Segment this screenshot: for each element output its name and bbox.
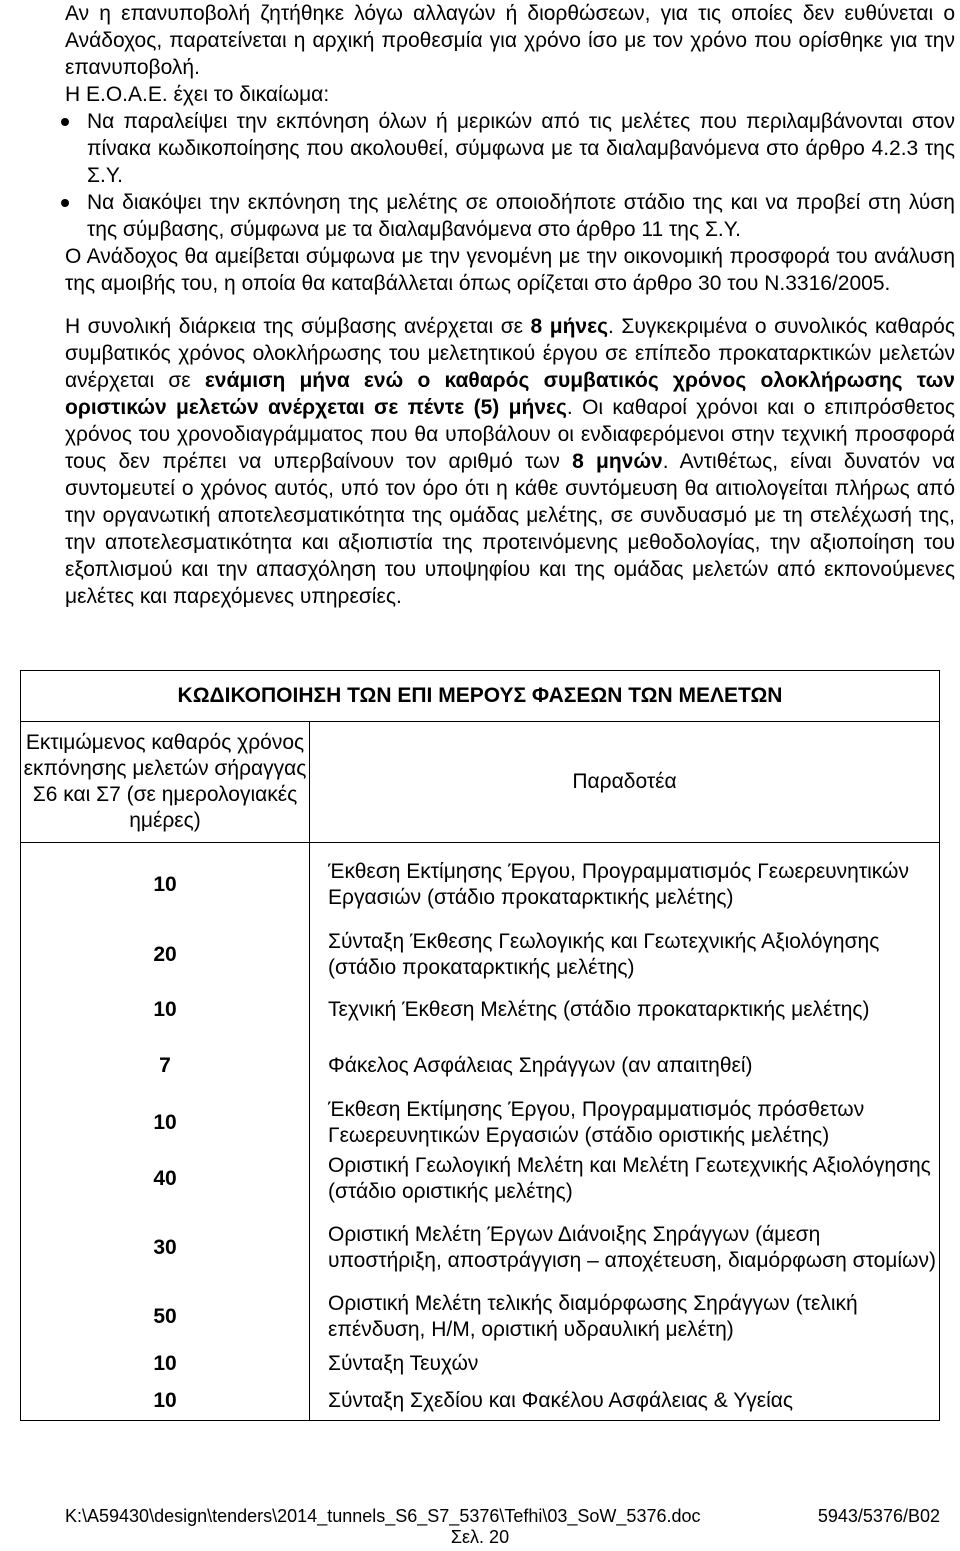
deliverable-cell: Οριστική Μελέτη τελικής διαμόρφωσης Σηράγγων (τελική επένδυση, Η/Μ, οριστική υδραυλική μελέτη)	[310, 1289, 940, 1345]
days-cell: 50	[21, 1289, 310, 1345]
deliverable-cell: Σύνταξη Τευχών	[310, 1345, 940, 1383]
list-item: Να διακόψει την εκπόνηση της μελέτης σε οποιοδήποτε στάδιο της και να προβεί στη λύση της σύμβασης, σύμφωνα με τα διαλαμβανόμενα στο άρθρο 11 της Σ.Υ.	[65, 189, 955, 243]
paragraph-resubmission: Αν η επανυποβολή ζητήθηκε λόγω αλλαγών ή διορθώσεων, για τις οποίες δεν ευθύνεται ο Ανάδοχος, παρατείνεται η αρχική προθεσμία για χρόνο ίσο με τον χρόνο που ορίσθηκε για την επανυποβολή.	[65, 2, 955, 79]
days-cell: 20	[21, 927, 310, 983]
table-row	[21, 1095, 940, 1151]
deliverable-cell: Έκθεση Εκτίμησης Έργου, Προγραμματισμός Γεωερευνητικών Εργασιών (στάδιο προκαταρκτικής μελέτης)	[310, 843, 940, 927]
days-cell: 40	[21, 1151, 310, 1207]
page-number: Σελ. 20	[450, 1527, 510, 1547]
days-cell: 7	[21, 1037, 310, 1095]
deliverable-cell: Έκθεση Εκτίμησης Έργου, Προγραμματισμός πρόσθετων Γεωερευνητικών Εργασιών (στάδιο οριστικής μελέτης)	[310, 1095, 940, 1151]
column-header-days: Εκτιμώμενος καθαρός χρόνος εκπόνησης μελετών σήραγγας Σ6 και Σ7 (σε ημερολογιακές ημέρες)	[21, 722, 310, 843]
table-row	[21, 1151, 940, 1207]
document-body	[65, 0, 955, 610]
paragraph-rights-intro: Η Ε.Ο.Α.Ε. έχει το δικαίωμα:	[65, 83, 330, 106]
table-title: ΚΩΔΙΚΟΠΟΙΗΣΗ ΤΩΝ ΕΠΙ ΜΕΡΟΥΣ ΦΑΣΕΩΝ ΤΩΝ ΜΕΛΕΤΩΝ	[21, 671, 940, 722]
column-header-deliverables: Παραδοτέα	[310, 722, 940, 843]
table-row	[21, 1207, 940, 1289]
deliverable-cell: Τεχνική Έκθεση Μελέτης (στάδιο προκαταρκτικής μελέτης)	[310, 983, 940, 1037]
bullet-icon	[61, 199, 69, 207]
rights-list	[65, 108, 955, 243]
deliverable-cell: Φάκελος Ασφάλειας Σηράγγων (αν απαιτηθεί)	[310, 1037, 940, 1095]
paragraph-duration: Η συνολική διάρκεια της σύμβασης ανέρχεται σε 8 μήνες. Συγκεκριμένα ο συνολικός καθαρός συμβατικός χρόνος ολοκλήρωσης του μελετητικού έργου σε επίπεδο προκαταρκτικών μελετών ανέρχεται σε ενάμιση μήνα ενώ ο καθαρός συμβατικός χρόνος ολοκλήρωσης των οριστικών μελετών ανέρχεται σε πέντε (5) μήνες. Οι καθαροί χρόνοι και ο επιπρόσθετος χρόνος του χρονοδιαγράμματος που θα υποβάλουν οι ενδιαφερόμενοι στην τεχνική προσφορά τους δεν πρέπει να υπερβαίνουν τον αριθμό των 8 μηνών. Αντιθέτως, είναι δυνατόν να συντομευτεί ο χρόνος αυτός, υπό τον όρο ότι η κάθε συντόμευση θα αιτιολογείται πλήρως από την οργανωτική αποτελεσματικότητα της ομάδας μελέτης, σε συνδυασμό με τη στελέχωσή της, την αποτελεσματικότητα και αξιοπιστία της προτεινόμενης μεθοδολογίας, την αξιοποίηση του εξοπλισμού και την απασχόληση του υποψηφίου και της ομάδας μελετών από εκπονούμενες μελέτες και παρεχόμενες υπηρεσίες.	[65, 315, 956, 608]
table-row	[21, 1345, 940, 1383]
paragraph-payment: Ο Ανάδοχος θα αμείβεται σύμφωνα με την γενομένη με την οικονομική προσφορά του ανάλυση της αμοιβής του, η οποία θα καταβάλλεται όπως ορίζεται στο άρθρο 30 του Ν.3316/2005.	[65, 245, 955, 295]
deliverable-cell: Σύνταξη Έκθεσης Γεωλογικής και Γεωτεχνικής Αξιολόγησης (στάδιο προκαταρκτικής μελέτης)	[310, 927, 940, 983]
days-cell: 10	[21, 1095, 310, 1151]
bullet-icon	[61, 118, 69, 126]
footer-reference: 5943/5376/B02	[817, 1506, 940, 1526]
days-cell: 10	[21, 843, 310, 927]
table-row	[21, 843, 940, 927]
deliverable-cell: Σύνταξη Σχεδίου και Φακέλου Ασφάλειας & Υγείας	[310, 1383, 940, 1421]
table-row	[21, 927, 940, 983]
list-item: Να παραλείψει την εκπόνηση όλων ή μερικών από τις μελέτες που περιλαμβάνονται στον πίνακα κωδικοποίησης που ακολουθεί, σύμφωνα με τα διαλαμβανόμενα στο άρθρο 4.2.3 της Σ.Υ.	[65, 108, 955, 189]
table-row	[21, 1037, 940, 1095]
days-cell: 10	[21, 1383, 310, 1421]
footer-file-path: K:\A59430\design\tenders\2014_tunnels_S6_S7_5376\Tefhi\03_SoW_5376.doc	[65, 1506, 701, 1526]
deliverable-cell: Οριστική Γεωλογική Μελέτη και Μελέτη Γεωτεχνικής Αξιολόγησης (στάδιο οριστικής μελέτης)	[310, 1151, 940, 1207]
days-cell: 10	[21, 983, 310, 1037]
deliverable-cell: Οριστική Μελέτη Έργων Διάνοιξης Σηράγγων (άμεση υποστήριξη, αποστράγγιση – αποχέτευση, διαμόρφωση στομίων)	[310, 1207, 940, 1289]
table-row	[21, 1383, 940, 1421]
table-row	[21, 1289, 940, 1345]
table-row	[21, 983, 940, 1037]
days-cell: 30	[21, 1207, 310, 1289]
phases-table	[20, 670, 940, 1421]
days-cell: 10	[21, 1345, 310, 1383]
